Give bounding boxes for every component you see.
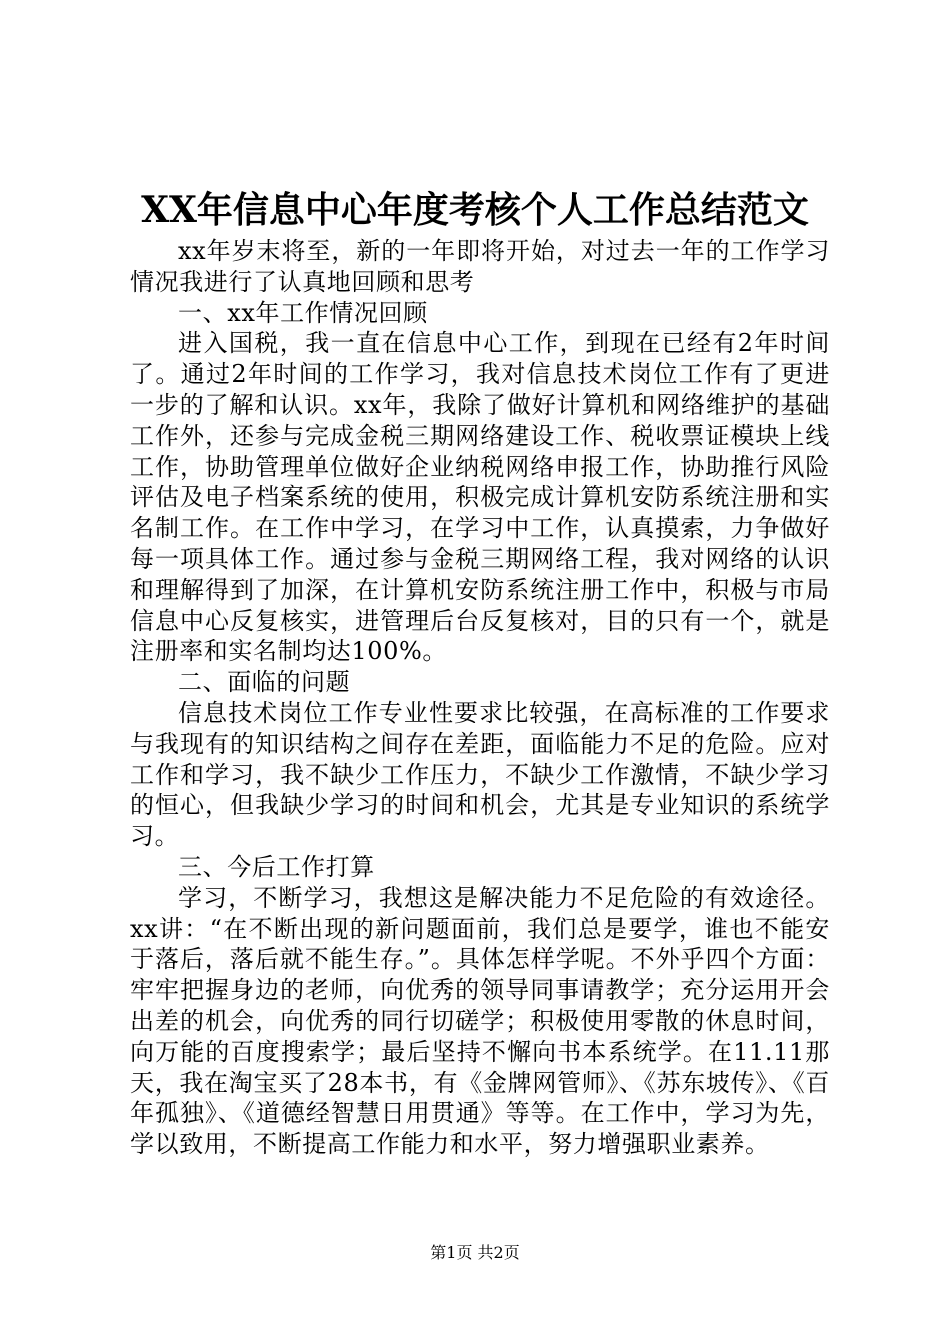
document-title: XX年信息中心年度考核个人工作总结范文 [141,189,809,231]
review-paragraph: 进入国税，我一直在信息中心工作，到现在已经有2年时间了。通过2年时间的工作学习，我对信息技术岗位工作有了更进一步的了解和认识。xx年，我除了做好计算机和网络维护的基础工作外，还参与完成金税三期网络建设工作、税收票证模块上线工作，协助管理单位做好企业纳税网络申报工作，协助推行风险评估及电子档案系统的使用，积极完成计算机安防系统注册和实名制工作。在工作中学习，在学习中工作，认真摸索，力争做好每一项具体工作。通过参与金税三期网络工程，我对网络的认识和理解得到了加深，在计算机安防系统注册工作中，积极与市局信息中心反复核实，进管理后台反复核对，目的只有一个，就是注册率和实名制均达100%。 [130,329,830,666]
problems-paragraph: 信息技术岗位工作专业性要求比较强，在高标准的工作要求与我现有的知识结构之间存在差距，面临能力不足的危险。应对工作和学习，我不缺少工作压力，不缺少工作激情，不缺少学习的恒心，但我缺少学习的时间和机会，尤其是专业知识的系统学习。 [130,698,830,851]
plans-paragraph: 学习，不断学习，我想这是解决能力不足危险的有效途径。xx讲：“在不断出现的新问题面前，我们总是要学，谁也不能安于落后，落后就不能生存。”。具体怎样学呢。不外乎四个方面：牢牢把握身边的老师，向优秀的领导同事请教学；充分运用开会出差的机会，向优秀的同行切磋学；积极使用零散的休息时间，向万能的百度搜索学；最后坚持不懈向书本系统学。在11.11那天，我在淘宝买了28本书，有《金牌网管师》、《苏东坡传》、《百年孤独》、《道德经智慧日用贯通》等等。在工作中，学习为先，学以致用，不断提高工作能力和水平，努力增强职业素养。 [130,883,830,1159]
section-heading-problems: 二、面临的问题 [178,668,351,697]
section-heading-plans: 三、今后工作打算 [178,852,375,881]
page-number-footer: 第1页 共2页 [430,1243,520,1262]
document-body [130,236,830,1160]
intro-paragraph: xx年岁末将至，新的一年即将开始，对过去一年的工作学习情况我进行了认真地回顾和思考 [130,237,830,296]
section-heading-review: 一、xx年工作情况回顾 [178,298,428,327]
